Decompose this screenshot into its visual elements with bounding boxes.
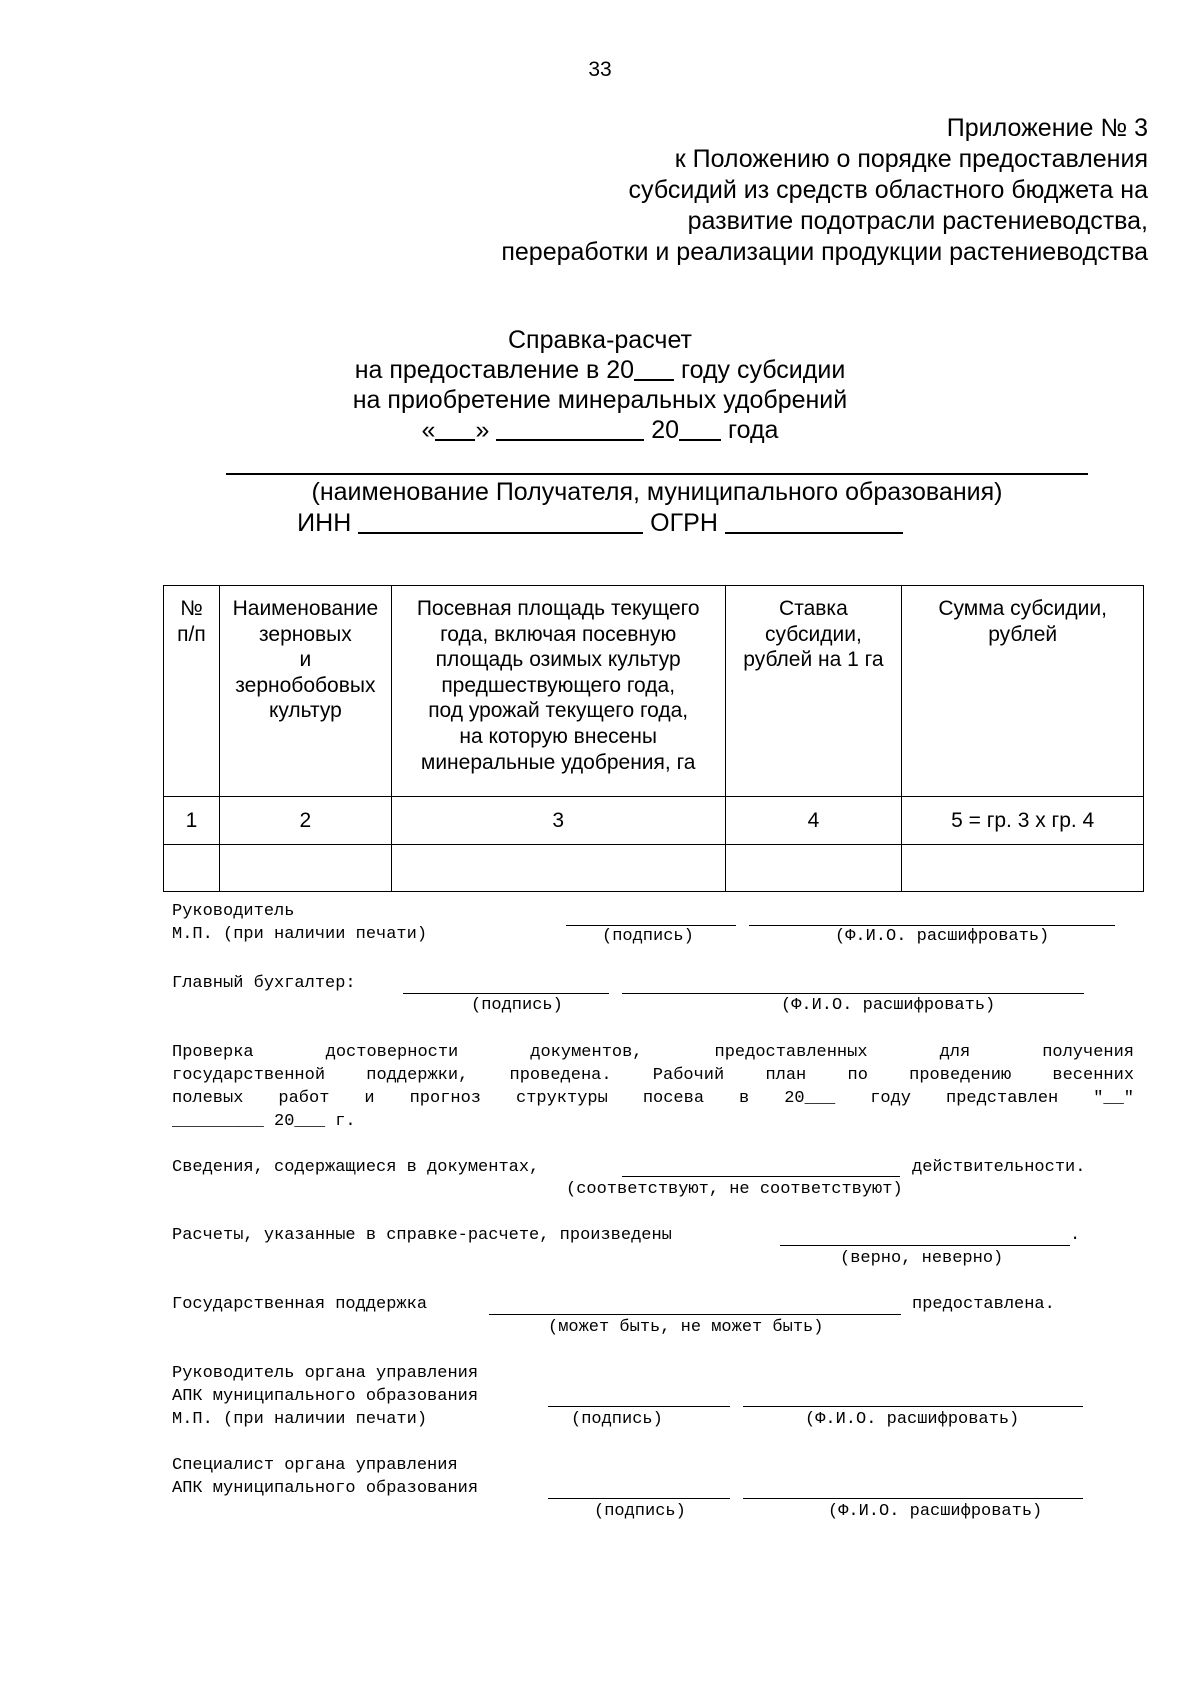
header-text: Наименование зерновых и зернобобовых культур: [232, 597, 379, 723]
word: "__": [1093, 1089, 1135, 1108]
calc-suffix: .: [1070, 1226, 1081, 1245]
info-caption: (соответствуют, не соответствуют): [566, 1180, 903, 1199]
fio-caption: (Ф.И.О. расшифровать): [781, 996, 996, 1015]
header-text: № п/п: [177, 597, 206, 646]
verification-line-1: [172, 1041, 1134, 1064]
table-row: [164, 845, 1144, 892]
agency-head-line-1: Руководитель органа управления: [172, 1364, 479, 1383]
verification-line-3: [172, 1087, 1134, 1110]
column-number-cell: 1: [164, 797, 220, 845]
signature-caption: (подпись): [471, 996, 563, 1015]
specialist-line-2: АПК муниципального образования: [172, 1479, 479, 1498]
data-cell[interactable]: [219, 845, 391, 892]
word: проведению: [909, 1066, 1012, 1085]
header-cell-sum: [902, 586, 1144, 797]
header-cell-area: [391, 586, 725, 797]
agency-head-line-2: АПК муниципального образования: [172, 1387, 479, 1406]
inn-field[interactable]: [358, 532, 643, 534]
word: Рабочий: [652, 1066, 725, 1085]
header-cell-rate: [725, 586, 902, 797]
verification-line-2: [172, 1064, 1134, 1087]
word: и: [364, 1089, 375, 1108]
month-blank[interactable]: [496, 439, 644, 441]
stamp-label: М.П. (при наличии печати): [172, 925, 428, 944]
support-label: Государственная поддержка: [172, 1295, 428, 1314]
word: государственной: [172, 1066, 326, 1085]
appendix-header: [501, 113, 1148, 268]
title-line-2-a: на предоставление в 20: [354, 356, 635, 384]
word: поддержки,: [366, 1066, 469, 1085]
column-number-cell: 5 = гр. 3 х гр. 4: [902, 797, 1144, 845]
word: документов,: [530, 1043, 643, 1062]
word: полевых: [172, 1089, 244, 1108]
appendix-line: к Положению о порядке предоставления: [674, 145, 1148, 173]
date-suffix: года: [721, 416, 779, 444]
data-cell[interactable]: [391, 845, 725, 892]
calc-field[interactable]: [780, 1245, 1070, 1246]
title-line-2-b: году субсидии: [674, 356, 846, 384]
accountant-label: Главный бухгалтер:: [172, 974, 356, 993]
verification-date-line: _________ 20___ г.: [172, 1112, 356, 1131]
word: работ: [278, 1089, 330, 1108]
head-label: Руководитель: [172, 902, 295, 921]
data-cell[interactable]: [725, 845, 902, 892]
word: проведена.: [509, 1066, 612, 1085]
header-text: Ставка субсидии, рублей на 1 га: [743, 597, 884, 672]
fio-caption: (Ф.И.О. расшифровать): [835, 927, 1050, 946]
inn-label: ИНН: [297, 509, 352, 537]
word: 20___: [784, 1089, 836, 1108]
title-line-1: Справка-расчет: [508, 326, 692, 354]
support-suffix: предоставлена.: [912, 1295, 1055, 1314]
date-year-prefix: 20: [644, 416, 680, 444]
page-number: 33: [588, 58, 612, 81]
appendix-line: Приложение № 3: [946, 114, 1148, 142]
header-cell-crop: [219, 586, 391, 797]
appendix-line: развитие подотрасли растениеводства,: [687, 207, 1148, 235]
word: представлен: [946, 1089, 1059, 1108]
specialist-line-1: Специалист органа управления: [172, 1456, 458, 1475]
word: году: [870, 1089, 912, 1108]
recipient-caption: (наименование Получателя, муниципального образования): [311, 478, 1003, 506]
column-number-cell: 4: [725, 797, 902, 845]
document-title: [0, 325, 1200, 445]
ogrn-label: ОГРН: [650, 509, 718, 537]
fio-caption: (Ф.И.О. расшифровать): [828, 1502, 1043, 1521]
header-text: Посевная площадь текущего года, включая посевную площадь озимых культур предшествующего года, под урожай текущего года, на которую внесены минеральные удобрения, га: [416, 597, 700, 774]
appendix-line: субсидий из средств областного бюджета на: [628, 176, 1148, 204]
agency-head-fio-field[interactable]: [743, 1406, 1083, 1407]
calc-label: Расчеты, указанные в справке-расчете, произведены: [172, 1226, 672, 1245]
stamp-label: М.П. (при наличии печати): [172, 1410, 428, 1429]
specialist-fio-field[interactable]: [743, 1498, 1083, 1499]
column-number-cell: 3: [391, 797, 725, 845]
data-cell[interactable]: [164, 845, 220, 892]
date-close-quote: »: [475, 416, 490, 444]
word: весенних: [1052, 1066, 1135, 1085]
date-open-quote: «: [421, 416, 436, 444]
ogrn-field[interactable]: [725, 532, 903, 534]
word: для: [939, 1043, 971, 1062]
word: предоставленных: [714, 1043, 868, 1062]
word: получения: [1042, 1043, 1135, 1062]
column-number-cell: 2: [219, 797, 391, 845]
word: по: [847, 1066, 868, 1085]
signature-caption: (подпись): [594, 1502, 686, 1521]
support-caption: (может быть, не может быть): [548, 1318, 824, 1337]
fio-caption: (Ф.И.О. расшифровать): [805, 1410, 1020, 1429]
header-text: Сумма субсидии, рублей: [938, 597, 1107, 646]
agency-head-signature-field[interactable]: [548, 1406, 730, 1407]
title-line-2: [0, 355, 1200, 385]
inn-ogrn-row: [0, 508, 1200, 538]
recipient-name-field[interactable]: [226, 473, 1088, 475]
word: план: [765, 1066, 807, 1085]
appendix-line: переработки и реализации продукции растениеводства: [501, 238, 1148, 266]
word: прогноз: [409, 1089, 482, 1108]
calculation-table: [163, 585, 1144, 892]
support-field[interactable]: [489, 1314, 901, 1315]
signature-caption: (подпись): [571, 1410, 663, 1429]
info-label: Сведения, содержащиеся в документах,: [172, 1158, 540, 1177]
info-suffix: действительности.: [912, 1158, 1086, 1177]
data-cell[interactable]: [902, 845, 1144, 892]
info-field[interactable]: [622, 1176, 900, 1177]
title-line-3: на приобретение минеральных удобрений: [352, 386, 848, 414]
word: посева: [642, 1089, 705, 1108]
specialist-signature-field[interactable]: [548, 1498, 730, 1499]
word: Проверка: [172, 1043, 254, 1062]
word: достоверности: [325, 1043, 459, 1062]
table-row: [164, 797, 1144, 845]
day-blank[interactable]: [435, 439, 475, 441]
date-year-blank[interactable]: [679, 439, 721, 441]
verification-paragraph: [172, 1041, 1134, 1110]
header-cell-number: [164, 586, 220, 797]
title-line-4: [0, 415, 1200, 445]
signature-caption: (подпись): [602, 927, 694, 946]
table-header-row: [164, 586, 1144, 797]
calc-caption: (верно, неверно): [840, 1249, 1004, 1268]
year-blank[interactable]: [634, 379, 674, 381]
word: в: [739, 1089, 750, 1108]
word: структуры: [516, 1089, 608, 1108]
